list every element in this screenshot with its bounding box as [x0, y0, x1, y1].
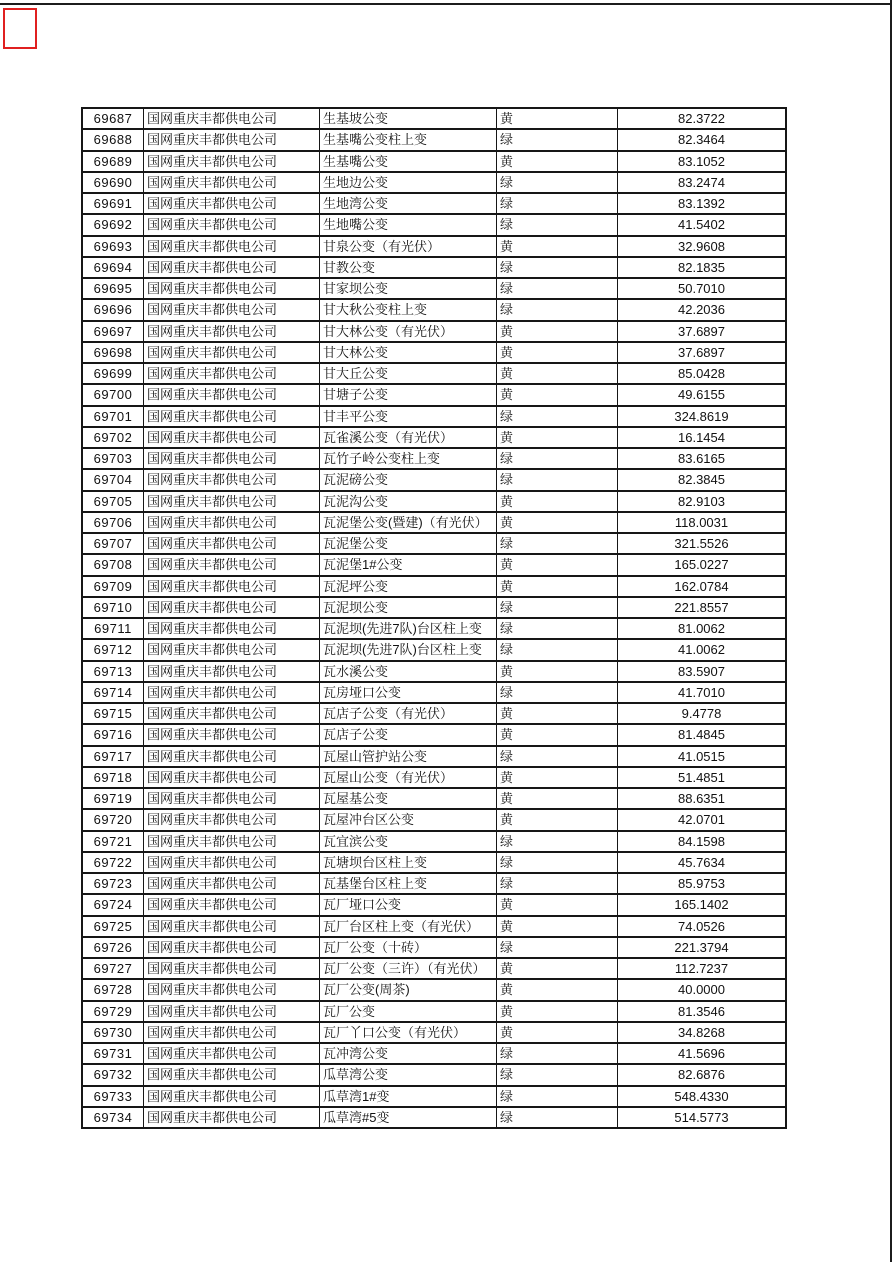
cell-id: 69727: [83, 959, 144, 978]
cell-value: 221.8557: [674, 599, 729, 615]
cell-station: 瓦基堡台区柱上变: [320, 874, 497, 893]
cell-status: 黄: [497, 492, 618, 511]
table-row: [83, 619, 785, 640]
cell-value: 88.6351: [678, 791, 725, 807]
table-row: [83, 194, 785, 215]
cell-value: 82.3722: [678, 111, 725, 127]
cell-value: 82.6876: [678, 1067, 725, 1083]
cell-status: 黄: [497, 343, 618, 362]
cell-station: 瓦泥坝(先进7队)台区柱上变: [320, 640, 497, 659]
cell-value: 221.3794: [674, 939, 729, 955]
cell-id: 69728: [83, 980, 144, 999]
cell-station: 瓦厂公变(周茶): [320, 980, 497, 999]
cell-status: 黄: [497, 364, 618, 383]
cell-station: 生基坡公变: [320, 109, 497, 128]
table-row: [83, 322, 785, 343]
cell-value: 42.2036: [678, 302, 725, 318]
cell-id: 69702: [83, 428, 144, 447]
cell-company: 国网重庆丰都供电公司: [144, 343, 320, 362]
table-row: [83, 470, 785, 491]
table-row: [83, 704, 785, 725]
cell-value: 324.8619: [674, 408, 729, 424]
cell-station: 瓦厂垭口公变: [320, 895, 497, 914]
cell-id: 69706: [83, 513, 144, 532]
cell-status: 绿: [497, 619, 618, 638]
table-row: [83, 874, 785, 895]
cell-id: 69703: [83, 449, 144, 468]
cell-station: 瓦泥堡公变(暨建)（有光伏）: [320, 513, 497, 532]
cell-id: 69733: [83, 1087, 144, 1106]
table-row: [83, 130, 785, 151]
cell-value: 162.0784: [674, 578, 729, 594]
cell-company: 国网重庆丰都供电公司: [144, 428, 320, 447]
table-row: [83, 258, 785, 279]
cell-status: 绿: [497, 449, 618, 468]
cell-station: 瓦屋基公变: [320, 789, 497, 808]
cell-status: 黄: [497, 577, 618, 596]
table-row: [83, 109, 785, 130]
cell-station: 瓦泥沟公变: [320, 492, 497, 511]
cell-station: 瓦屋山管护站公变: [320, 747, 497, 766]
cell-id: 69695: [83, 279, 144, 298]
cell-company: 国网重庆丰都供电公司: [144, 725, 320, 744]
cell-company: 国网重庆丰都供电公司: [144, 1065, 320, 1084]
cell-id: 69705: [83, 492, 144, 511]
cell-value: 83.5907: [678, 663, 725, 679]
cell-company: 国网重庆丰都供电公司: [144, 534, 320, 553]
cell-status: 绿: [497, 938, 618, 957]
table-row: [83, 938, 785, 959]
cell-status: 黄: [497, 555, 618, 574]
cell-value: 165.0227: [674, 557, 729, 573]
cell-station: 甘大林公变: [320, 343, 497, 362]
cell-status: 黄: [497, 768, 618, 787]
table-row: [83, 917, 785, 938]
table-row: [83, 683, 785, 704]
cell-status: 黄: [497, 704, 618, 723]
cell-value: 9.4778: [681, 706, 722, 722]
cell-company: 国网重庆丰都供电公司: [144, 1002, 320, 1021]
cell-status: 绿: [497, 832, 618, 851]
cell-station: 生基嘴公变柱上变: [320, 130, 497, 149]
cell-status: 黄: [497, 895, 618, 914]
cell-status: 绿: [497, 874, 618, 893]
cell-company: 国网重庆丰都供电公司: [144, 492, 320, 511]
cell-status: 绿: [497, 194, 618, 213]
cell-status: 黄: [497, 789, 618, 808]
cell-status: 黄: [497, 322, 618, 341]
cell-status: 绿: [497, 640, 618, 659]
cell-value: 548.4330: [674, 1088, 729, 1104]
table-row: [83, 640, 785, 661]
table-row: [83, 385, 785, 406]
cell-id: 69716: [83, 725, 144, 744]
cell-station: 瓦泥堡公变: [320, 534, 497, 553]
cell-value: 83.2474: [678, 174, 725, 190]
cell-station: 瓦泥坝(先进7队)台区柱上变: [320, 619, 497, 638]
table-row: [83, 343, 785, 364]
cell-value: 41.5402: [678, 217, 725, 233]
cell-status: 黄: [497, 237, 618, 256]
table-row: [83, 1002, 785, 1023]
cell-company: 国网重庆丰都供电公司: [144, 980, 320, 999]
cell-id: 69700: [83, 385, 144, 404]
cell-station: 瓦水溪公变: [320, 662, 497, 681]
cell-status: 绿: [497, 300, 618, 319]
cell-status: 绿: [497, 683, 618, 702]
table-row: [83, 428, 785, 449]
cell-id: 69715: [83, 704, 144, 723]
table-row: [83, 1065, 785, 1086]
cell-id: 69723: [83, 874, 144, 893]
cell-company: 国网重庆丰都供电公司: [144, 1108, 320, 1127]
table-row: [83, 1023, 785, 1044]
table-row: [83, 492, 785, 513]
cell-value: 16.1454: [678, 429, 725, 445]
cell-status: 绿: [497, 1087, 618, 1106]
cell-company: 国网重庆丰都供电公司: [144, 258, 320, 277]
cell-value: 514.5773: [674, 1109, 729, 1125]
cell-company: 国网重庆丰都供电公司: [144, 513, 320, 532]
cell-value: 112.7237: [674, 961, 729, 977]
table-row: [83, 832, 785, 853]
cell-station: 瓦泥堡1#公变: [320, 555, 497, 574]
cell-value: 45.7634: [678, 854, 725, 870]
cell-station: 生基嘴公变: [320, 152, 497, 171]
cell-value: 37.6897: [678, 344, 725, 360]
cell-status: 绿: [497, 534, 618, 553]
window-top-border: [0, 3, 892, 5]
cell-id: 69713: [83, 662, 144, 681]
table-row: [83, 1108, 785, 1127]
cell-id: 69697: [83, 322, 144, 341]
cell-station: 瓦泥磅公变: [320, 470, 497, 489]
cell-station: 瓦厂丫口公变（有光伏）: [320, 1023, 497, 1042]
table-row: [83, 598, 785, 619]
cell-id: 69696: [83, 300, 144, 319]
cell-company: 国网重庆丰都供电公司: [144, 322, 320, 341]
cell-company: 国网重庆丰都供电公司: [144, 768, 320, 787]
cell-status: 绿: [497, 279, 618, 298]
cell-company: 国网重庆丰都供电公司: [144, 364, 320, 383]
cell-company: 国网重庆丰都供电公司: [144, 832, 320, 851]
table-row: [83, 810, 785, 831]
table-row: [83, 364, 785, 385]
cell-status: 黄: [497, 428, 618, 447]
cell-value: 165.1402: [674, 897, 729, 913]
cell-company: 国网重庆丰都供电公司: [144, 747, 320, 766]
cell-id: 69699: [83, 364, 144, 383]
cell-value: 321.5526: [674, 536, 729, 552]
cell-status: 绿: [497, 470, 618, 489]
cell-id: 69694: [83, 258, 144, 277]
table-row: [83, 789, 785, 810]
cell-value: 41.5696: [678, 1046, 725, 1062]
cell-station: 瓦店子公变: [320, 725, 497, 744]
table-row: [83, 577, 785, 598]
cell-company: 国网重庆丰都供电公司: [144, 1023, 320, 1042]
cell-status: 黄: [497, 109, 618, 128]
cell-id: 69724: [83, 895, 144, 914]
cell-id: 69690: [83, 173, 144, 192]
cell-company: 国网重庆丰都供电公司: [144, 959, 320, 978]
table-row: [83, 980, 785, 1001]
cell-station: 生地边公变: [320, 173, 497, 192]
table-row: [83, 747, 785, 768]
table-row: [83, 662, 785, 683]
cell-company: 国网重庆丰都供电公司: [144, 1044, 320, 1063]
cell-company: 国网重庆丰都供电公司: [144, 810, 320, 829]
cell-station: 瓦塘坝台区柱上变: [320, 853, 497, 872]
cell-id: 69718: [83, 768, 144, 787]
cell-company: 国网重庆丰都供电公司: [144, 173, 320, 192]
cell-id: 69717: [83, 747, 144, 766]
table-row: [83, 768, 785, 789]
cell-station: 瓜草湾公变: [320, 1065, 497, 1084]
cell-company: 国网重庆丰都供电公司: [144, 215, 320, 234]
cell-status: 绿: [497, 215, 618, 234]
cell-value: 84.1598: [678, 833, 725, 849]
cell-id: 69712: [83, 640, 144, 659]
cell-value: 83.1052: [678, 153, 725, 169]
cell-station: 瓦房垭口公变: [320, 683, 497, 702]
station-data-table: [81, 107, 787, 1129]
cell-id: 69725: [83, 917, 144, 936]
cell-status: 黄: [497, 917, 618, 936]
cell-station: 瓦冲湾公变: [320, 1044, 497, 1063]
cell-station: 生地湾公变: [320, 194, 497, 213]
cell-id: 69731: [83, 1044, 144, 1063]
cell-company: 国网重庆丰都供电公司: [144, 598, 320, 617]
cell-status: 绿: [497, 598, 618, 617]
cell-status: 黄: [497, 725, 618, 744]
table-row: [83, 215, 785, 236]
cell-company: 国网重庆丰都供电公司: [144, 555, 320, 574]
cell-status: 绿: [497, 1065, 618, 1084]
table-row: [83, 237, 785, 258]
cell-company: 国网重庆丰都供电公司: [144, 407, 320, 426]
cell-station: 瓦厂公变（三许）（有光伏）: [320, 959, 497, 978]
cell-id: 69687: [83, 109, 144, 128]
cell-station: 甘教公变: [320, 258, 497, 277]
cell-value: 41.0515: [678, 748, 725, 764]
cell-company: 国网重庆丰都供电公司: [144, 683, 320, 702]
cell-id: 69722: [83, 853, 144, 872]
cell-station: 瓦宜滨公变: [320, 832, 497, 851]
cell-status: 绿: [497, 1044, 618, 1063]
cell-value: 82.3845: [678, 472, 725, 488]
cell-station: 甘塘子公变: [320, 385, 497, 404]
cell-status: 黄: [497, 385, 618, 404]
cell-value: 41.7010: [678, 684, 725, 700]
cell-id: 69707: [83, 534, 144, 553]
cell-station: 甘丰平公变: [320, 407, 497, 426]
cell-id: 69719: [83, 789, 144, 808]
cell-status: 绿: [497, 258, 618, 277]
cell-id: 69693: [83, 237, 144, 256]
cell-status: 绿: [497, 173, 618, 192]
table-row: [83, 853, 785, 874]
cell-company: 国网重庆丰都供电公司: [144, 704, 320, 723]
cell-company: 国网重庆丰都供电公司: [144, 917, 320, 936]
cell-value: 81.3546: [678, 1003, 725, 1019]
cell-id: 69709: [83, 577, 144, 596]
cell-status: 黄: [497, 152, 618, 171]
cell-id: 69720: [83, 810, 144, 829]
cell-company: 国网重庆丰都供电公司: [144, 279, 320, 298]
cell-id: 69734: [83, 1108, 144, 1127]
cell-value: 34.8268: [678, 1024, 725, 1040]
cell-value: 37.6897: [678, 323, 725, 339]
cell-station: 甘大丘公变: [320, 364, 497, 383]
cell-value: 85.0428: [678, 366, 725, 382]
cell-id: 69710: [83, 598, 144, 617]
cell-value: 82.1835: [678, 259, 725, 275]
table-row: [83, 449, 785, 470]
table-row: [83, 300, 785, 321]
cell-station: 瓦店子公变（有光伏）: [320, 704, 497, 723]
cell-station: 甘家坝公变: [320, 279, 497, 298]
cell-status: 绿: [497, 407, 618, 426]
table-row: [83, 534, 785, 555]
cell-company: 国网重庆丰都供电公司: [144, 619, 320, 638]
cell-status: 黄: [497, 959, 618, 978]
cell-company: 国网重庆丰都供电公司: [144, 1087, 320, 1106]
cell-status: 黄: [497, 1002, 618, 1021]
cell-station: 瓦厂公变（十砖）: [320, 938, 497, 957]
cell-company: 国网重庆丰都供电公司: [144, 577, 320, 596]
cell-status: 黄: [497, 980, 618, 999]
cell-station: 瓦雀溪公变（有光伏）: [320, 428, 497, 447]
cell-id: 69691: [83, 194, 144, 213]
red-marker-box: [3, 8, 37, 49]
cell-station: 瓦泥坪公变: [320, 577, 497, 596]
cell-company: 国网重庆丰都供电公司: [144, 789, 320, 808]
cell-value: 83.1392: [678, 196, 725, 212]
cell-station: 瓦竹子岭公变柱上变: [320, 449, 497, 468]
cell-id: 69711: [83, 619, 144, 638]
cell-value: 118.0031: [674, 514, 729, 530]
cell-value: 82.9103: [678, 493, 725, 509]
cell-status: 绿: [497, 1108, 618, 1127]
cell-value: 82.3464: [678, 132, 725, 148]
cell-status: 黄: [497, 1023, 618, 1042]
cell-station: 瓜草湾1#变: [320, 1087, 497, 1106]
cell-station: 瓦厂公变: [320, 1002, 497, 1021]
table-row: [83, 513, 785, 534]
cell-id: 69704: [83, 470, 144, 489]
cell-station: 甘泉公变（有光伏）: [320, 237, 497, 256]
table-row: [83, 555, 785, 576]
table-row: [83, 725, 785, 746]
cell-status: 绿: [497, 747, 618, 766]
cell-company: 国网重庆丰都供电公司: [144, 449, 320, 468]
cell-id: 69708: [83, 555, 144, 574]
cell-id: 69692: [83, 215, 144, 234]
table-row: [83, 1044, 785, 1065]
cell-station: 甘大秋公变柱上变: [320, 300, 497, 319]
table-row: [83, 895, 785, 916]
cell-value: 40.0000: [678, 982, 725, 998]
cell-station: 瓜草湾#5变: [320, 1108, 497, 1127]
cell-status: 黄: [497, 810, 618, 829]
cell-id: 69729: [83, 1002, 144, 1021]
cell-id: 69726: [83, 938, 144, 957]
cell-company: 国网重庆丰都供电公司: [144, 938, 320, 957]
cell-id: 69714: [83, 683, 144, 702]
table-row: [83, 407, 785, 428]
cell-value: 81.0062: [678, 621, 725, 637]
cell-company: 国网重庆丰都供电公司: [144, 130, 320, 149]
cell-station: 生地嘴公变: [320, 215, 497, 234]
cell-company: 国网重庆丰都供电公司: [144, 109, 320, 128]
cell-value: 32.9608: [678, 238, 725, 254]
cell-company: 国网重庆丰都供电公司: [144, 470, 320, 489]
cell-value: 85.9753: [678, 876, 725, 892]
cell-value: 81.4845: [678, 727, 725, 743]
cell-company: 国网重庆丰都供电公司: [144, 895, 320, 914]
cell-id: 69688: [83, 130, 144, 149]
cell-station: 瓦厂台区柱上变（有光伏）: [320, 917, 497, 936]
cell-company: 国网重庆丰都供电公司: [144, 300, 320, 319]
cell-value: 74.0526: [678, 918, 725, 934]
table-row: [83, 152, 785, 173]
cell-id: 69732: [83, 1065, 144, 1084]
cell-id: 69701: [83, 407, 144, 426]
cell-company: 国网重庆丰都供电公司: [144, 152, 320, 171]
cell-company: 国网重庆丰都供电公司: [144, 874, 320, 893]
table-row: [83, 959, 785, 980]
cell-id: 69698: [83, 343, 144, 362]
cell-status: 黄: [497, 513, 618, 532]
cell-station: 瓦屋冲台区公变: [320, 810, 497, 829]
cell-value: 51.4851: [678, 769, 725, 785]
table-row: [83, 279, 785, 300]
cell-status: 绿: [497, 130, 618, 149]
cell-value: 83.6165: [678, 451, 725, 467]
cell-company: 国网重庆丰都供电公司: [144, 237, 320, 256]
cell-value: 42.0701: [678, 812, 725, 828]
cell-id: 69689: [83, 152, 144, 171]
cell-station: 瓦泥坝公变: [320, 598, 497, 617]
cell-station: 瓦屋山公变（有光伏）: [320, 768, 497, 787]
cell-id: 69730: [83, 1023, 144, 1042]
cell-company: 国网重庆丰都供电公司: [144, 640, 320, 659]
cell-value: 41.0062: [678, 642, 725, 658]
cell-id: 69721: [83, 832, 144, 851]
cell-company: 国网重庆丰都供电公司: [144, 385, 320, 404]
table-row: [83, 173, 785, 194]
table-row: [83, 1087, 785, 1108]
cell-status: 黄: [497, 662, 618, 681]
cell-status: 绿: [497, 853, 618, 872]
cell-value: 50.7010: [678, 281, 725, 297]
cell-station: 甘大林公变（有光伏）: [320, 322, 497, 341]
cell-value: 49.6155: [678, 387, 725, 403]
cell-company: 国网重庆丰都供电公司: [144, 853, 320, 872]
cell-company: 国网重庆丰都供电公司: [144, 662, 320, 681]
cell-company: 国网重庆丰都供电公司: [144, 194, 320, 213]
